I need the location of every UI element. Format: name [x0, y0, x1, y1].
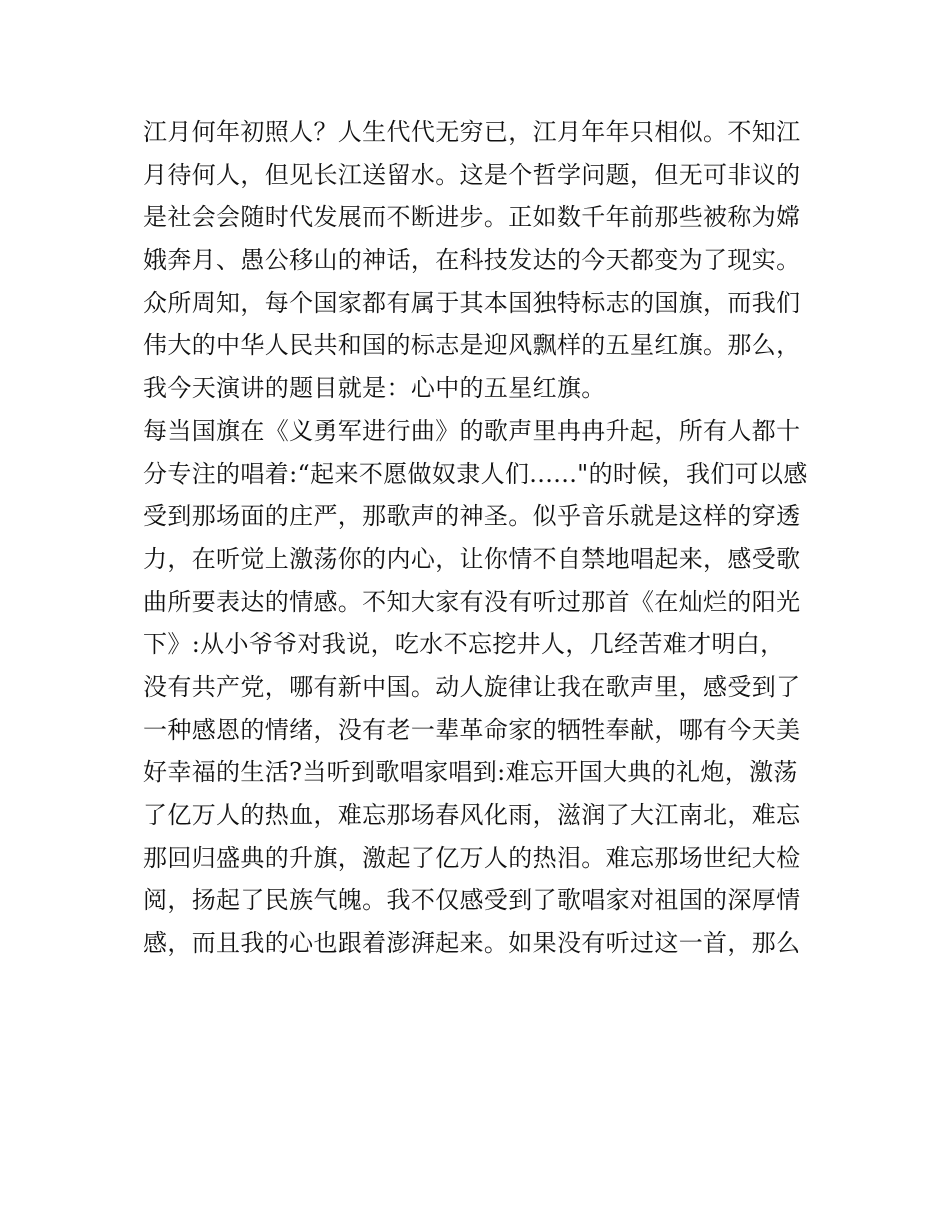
text-line: 了亿万人的热血，难忘那场春风化雨，滋润了大江南北，难忘	[143, 801, 801, 829]
text-line: 力，在听觉上激荡你的内心，让你情不自禁地唱起来，感受歌	[143, 544, 801, 573]
text-line: 受到那场面的庄严，那歌声的神圣。似乎音乐就是这样的穿透	[143, 502, 801, 531]
text-line: 伟大的中华人民共和国的标志是迎风飘样的五星红旗。那么，	[143, 331, 801, 360]
text-line: 一种感恩的情绪，没有老一辈革命家的牺牲奉献，哪有今天美	[143, 715, 801, 744]
text-line: 没有共产党，哪有新中国。动人旋律让我在歌声里，感受到了	[143, 672, 801, 701]
text-line: 江月何年初照人？人生代代无穷已，江月年年只相似。不知江	[143, 118, 801, 146]
text-line: 月待何人，但见长江送留水。这是个哲学问题，但无可非议的	[143, 160, 801, 189]
text-line: 阅，扬起了民族气魄。我不仅感受到了歌唱家对祖国的深厚情	[143, 886, 801, 915]
text-line: 下》:从小爷爷对我说，吃水不忘挖井人，几经苦难才明白，	[143, 630, 785, 659]
text-line: 好幸福的生活?当听到歌唱家唱到:难忘开国大典的礼炮，激荡	[143, 758, 798, 787]
text-line: 我今天演讲的题目就是：心中的五星红旗。	[143, 374, 606, 403]
text-line: 众所周知，每个国家都有属于其本国独特标志的国旗，而我们	[143, 288, 801, 317]
text-line: 曲所要表达的情感。不知大家有没有听过那首《在灿烂的阳光	[143, 587, 801, 616]
text-line: 感，而且我的心也跟着澎湃起来。如果没有听过这一首，那么	[143, 929, 801, 958]
text-line: 那回归盛典的升旗，激起了亿万人的热泪。难忘那场世纪大检	[143, 843, 801, 872]
text-line: 娥奔月、愚公移山的神话，在科技发达的今天都变为了现实。	[143, 246, 801, 275]
body-text	[143, 111, 823, 965]
text-line: 是社会会随时代发展而不断进步。正如数千年前那些被称为嫦	[143, 203, 801, 232]
text-line: 每当国旗在《义勇军进行曲》的歌声里冉冉升起，所有人都十	[143, 416, 801, 445]
text-line: 分专注的唱着:“起来不愿做奴隶人们......"的时候，我们可以感	[143, 459, 808, 488]
